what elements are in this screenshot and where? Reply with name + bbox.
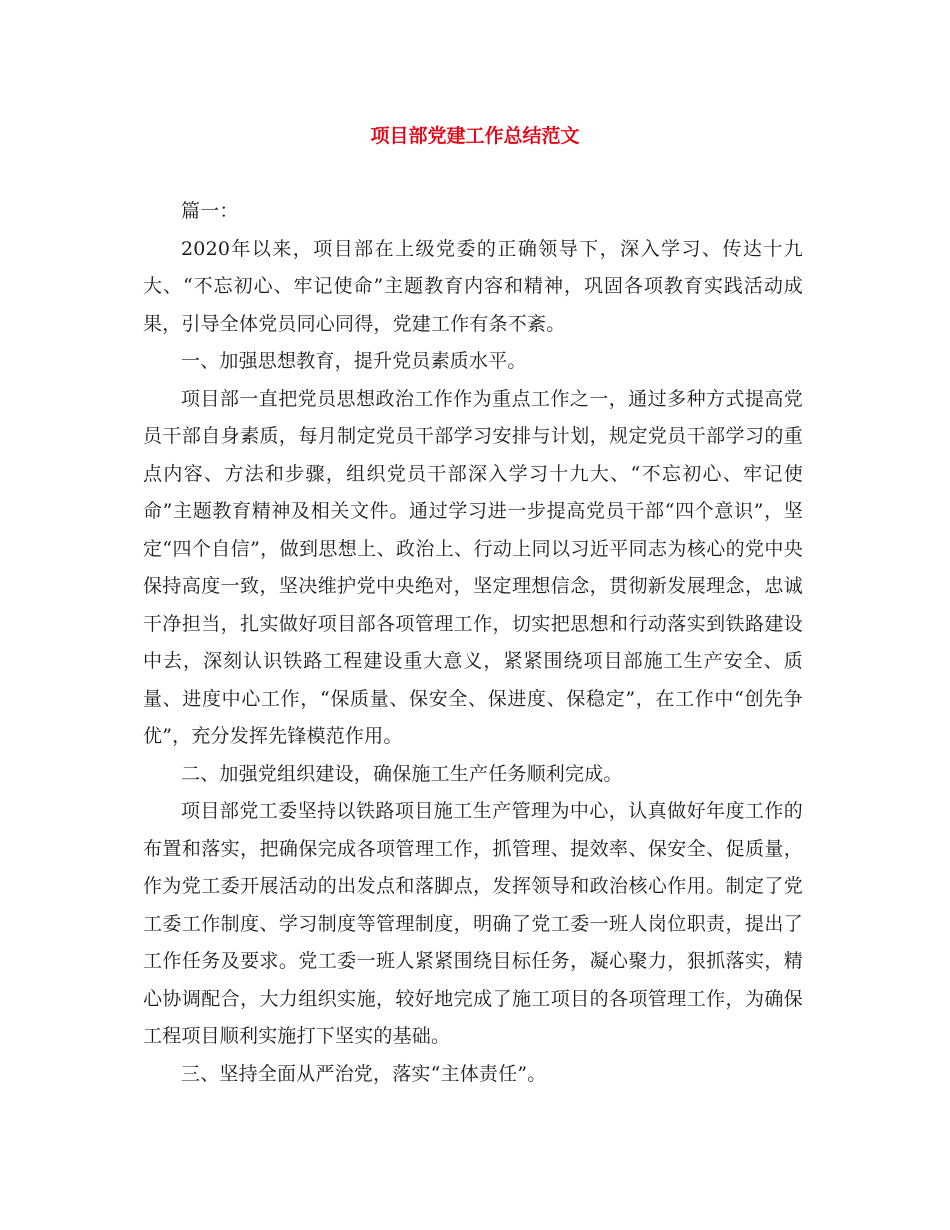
document-title: 项目部党建工作总结范文 <box>370 125 580 147</box>
section-heading-1: 一、加强思想教育，提升党员素质水平。 <box>181 350 527 372</box>
section-heading-2: 二、加强党组织建设，确保施工生产任务顺利完成。 <box>181 762 623 785</box>
paragraph-section-2: 项目部党工委坚持以铁路项目施工生产管理为中心，认真做好年度工作的布置和落实，把确保完成各项管理工作，抓管理、提效率、保安全、促质量，作为党工委开展活动的出发点和落脚点，发挥领导和政治核心作用。制定了党工委工作制度、学习制度等管理制度，明确了党工委一班人岗位职责，提出了工作任务及要求。党工委一班人紧紧围绕目标任务，凝心聚力，狠抓落实，精心协调配合，大力组织实施，较好地完成了施工项目的各项管理工作，为确保工程项目顺利实施打下坚实的基础。 <box>143 800 803 1047</box>
section-heading-3: 三、坚持全面从严治党，落实“主体责任”。 <box>181 1062 547 1085</box>
paragraph-heading-part-one: 篇一： <box>181 200 239 222</box>
paragraph-intro: 2020年以来，项目部在上级党委的正确领导下，深入学习、传达十九大、“不忘初心、牢记使命”主题教育内容和精神，巩固各项教育实践活动成果，引导全体党员同心同得，党建工作有条不紊。 <box>143 237 803 335</box>
paragraph-section-1: 项目部一直把党员思想政治工作作为重点工作之一，通过多种方式提高党员干部自身素质，每月制定党员干部学习安排与计划，规定党员干部学习的重点内容、方法和步骤，组织党员干部深入学习十九大、“不忘初心、牢记使命”主题教育精神及相关文件。通过学习进一步提高党员干部“四个意识”，坚定“四个自信”，做到思想上、政治上、行动上同以习近平同志为核心的党中央保持高度一致，坚决维护党中央绝对，坚定理想信念，贯彻新发展理念，忠诚干净担当，扎实做好项目部各项管理工作，切实把思想和行动落实到铁路建设中去，深刻认识铁路工程建设重大意义，紧紧围绕项目部施工生产安全、质量、进度中心工作，“保质量、保安全、保进度、保稳定”，在工作中“创先争优”，充分发挥先锋模范作用。 <box>143 387 803 747</box>
document-body <box>143 193 803 1093</box>
